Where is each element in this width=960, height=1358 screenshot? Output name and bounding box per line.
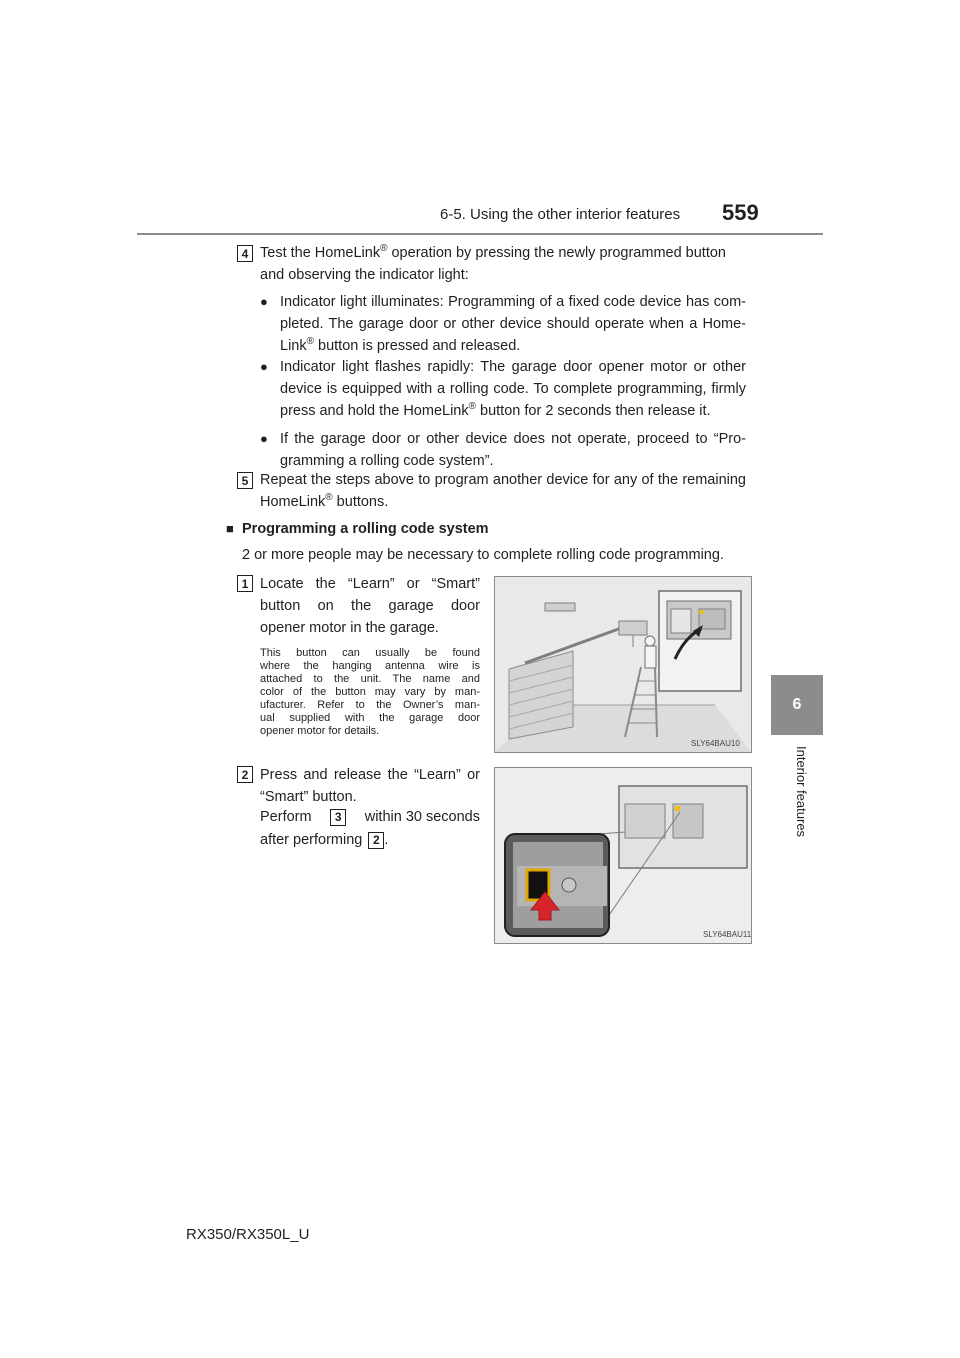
rstep2-line4: after performing 2 . (260, 832, 389, 848)
step4-line1: Test the HomeLink® operation by pressing the newly programmed button (260, 243, 726, 261)
rstep1-line2: button on the garage door (260, 598, 480, 614)
bullet3-line1: If the garage door or other device does not operate, proceed to “Pro- (280, 431, 746, 447)
step5-line2: HomeLink® buttons. (260, 492, 389, 510)
figure-code-1: SLY64BAU10 (691, 739, 740, 748)
step-number-r2: 2 (237, 766, 253, 783)
garage-illustration (494, 576, 752, 753)
bullet1-line2: pleted. The garage door or other device should operate when a Home- (280, 316, 746, 332)
rstep1-note-2: where the hanging antenna wire is (260, 660, 480, 672)
rolling-title: Programming a rolling code system (242, 521, 489, 537)
chapter-title: Interior features (794, 746, 809, 838)
rstep2-line3: Perform 3 within 30 seconds (260, 809, 480, 825)
bullet2-line1: Indicator light flashes rapidly: The garage door opener motor or other (280, 359, 746, 375)
rolling-intro: 2 or more people may be necessary to complete rolling code programming. (242, 547, 724, 563)
learn-button-drawing (495, 768, 751, 943)
bullet: ● (260, 294, 268, 309)
step-number-r1: 1 (237, 575, 253, 592)
section-title: 6-5. Using the other interior features (440, 206, 681, 223)
rstep1-note-6: ual supplied with the garage door (260, 712, 480, 724)
figure-code-2: SLY64BAU11 (703, 930, 752, 939)
rstep1-note-1: This button can usually be found (260, 647, 480, 659)
step5-line1: Repeat the steps above to program another device for any of the remaining (260, 472, 746, 488)
page-number: 559 (722, 200, 759, 225)
learn-button-illustration (494, 767, 752, 944)
rstep1-note-7: opener motor for details. (260, 725, 380, 737)
model-footer: RX350/RX350L_U (186, 1226, 310, 1243)
bullet3-line2: gramming a rolling code system”. (280, 453, 494, 469)
rstep1-line1: Locate the “Learn” or “Smart” (260, 576, 480, 592)
step-ref-3: 3 (330, 809, 346, 826)
bullet: ● (260, 359, 268, 374)
bullet2-line2: device is equipped with a rolling code. To complete programming, firmly (280, 381, 746, 397)
bullet2-line3: press and hold the HomeLink® button for 2 seconds then release it. (280, 401, 711, 419)
rstep1-note-3: attached to the unit. The name and (260, 673, 480, 685)
rstep1-line3: opener motor in the garage. (260, 620, 439, 636)
rstep2-line2: “Smart” button. (260, 789, 357, 805)
chapter-tab: 6 (771, 675, 823, 735)
bullet: ● (260, 431, 268, 446)
step-number-4: 4 (237, 245, 253, 262)
header-rule (137, 233, 823, 235)
step-ref-2: 2 (368, 832, 384, 849)
step4-line2: and observing the indicator light: (260, 267, 469, 283)
rstep2-line1: Press and release the “Learn” or (260, 767, 480, 783)
rstep1-note-5: ufacturer. Refer to the Owner’s man- (260, 699, 480, 711)
bullet1-line1: Indicator light illuminates: Programming of a fixed code device has com- (280, 294, 746, 310)
rstep1-note-4: color of the button may vary by man- (260, 686, 480, 698)
garage-opener-drawing (495, 577, 751, 752)
step-number-5: 5 (237, 472, 253, 489)
section-marker: ■ (226, 521, 234, 536)
bullet1-line3: Link® button is pressed and released. (280, 336, 521, 354)
